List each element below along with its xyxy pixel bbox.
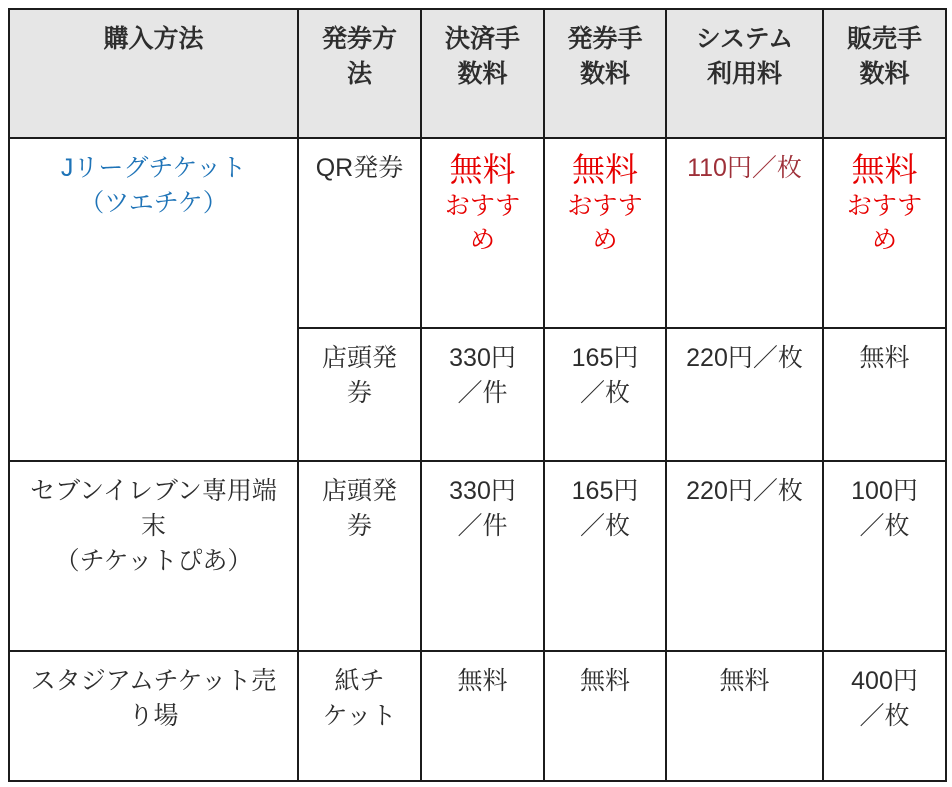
header-issue-fee: 発券手 数料 [544, 9, 666, 138]
cell-purchase-stadium: スタジアムチケット売 り場 [9, 651, 298, 781]
cell-sales-fee-free-plain: 無料 [823, 328, 946, 461]
cell-system-fee-free-plain: 無料 [666, 651, 823, 781]
cell-issue-fee-165: 165円 ／枚 [544, 461, 666, 651]
cell-issue-fee-free-plain: 無料 [544, 651, 666, 781]
header-row [9, 9, 946, 138]
row-jleague-qr [9, 138, 946, 328]
cell-issue-fee-165: 165円 ／枚 [544, 328, 666, 461]
cell-payment-fee-330: 330円 ／件 [421, 328, 544, 461]
cell-issue-method-qr: QR発券 [298, 138, 421, 328]
header-purchase-method-label: 購入方法 [103, 25, 204, 53]
cell-system-fee-220: 220円／枚 [666, 461, 823, 651]
header-purchase-method [9, 9, 298, 138]
cell-payment-fee-free: 無料 おすす め [421, 138, 544, 328]
system-fee-value: 110円／枚 [687, 154, 802, 182]
row-seven-eleven [9, 461, 946, 651]
cell-sales-fee-400: 400円 ／枚 [823, 651, 946, 781]
header-system-fee: システム 利用料 [666, 9, 823, 138]
free-label: 無料 [851, 151, 918, 188]
recommended-label: おすす [846, 191, 923, 220]
cell-sales-fee-100: 100円 ／枚 [823, 461, 946, 651]
free-label: 無料 [449, 151, 516, 188]
cell-payment-fee-330: 330円 ／件 [421, 461, 544, 651]
ticket-fee-table [8, 8, 947, 782]
header-sales-fee: 販売手 数料 [823, 9, 946, 138]
cell-issue-method-store: 店頭発 券 [298, 328, 421, 461]
cell-sales-fee-free: 無料 おすす め [823, 138, 946, 328]
cell-purchase-jleague [9, 138, 298, 461]
cell-issue-method-store: 店頭発 券 [298, 461, 421, 651]
jleague-ticket-link[interactable]: Jリーグチケット （ツエチケ） [60, 154, 247, 217]
cell-purchase-seven-eleven: セブンイレブン専用端 末 （チケットぴあ） [9, 461, 298, 651]
cell-system-fee-220: 220円／枚 [666, 328, 823, 461]
recommended-label: おすす [567, 191, 643, 220]
header-payment-fee: 決済手 数料 [421, 9, 544, 138]
recommended-label: おすす [444, 191, 521, 220]
cell-system-fee-110 [666, 138, 823, 328]
cell-issue-fee-free: 無料 おすす め [544, 138, 666, 328]
cell-payment-fee-free-plain: 無料 [421, 651, 544, 781]
row-stadium-booth [9, 651, 946, 781]
cell-issue-method-paper: 紙チ ケット [298, 651, 421, 781]
header-issue-method: 発券方 法 [298, 9, 421, 138]
free-label: 無料 [572, 151, 638, 188]
